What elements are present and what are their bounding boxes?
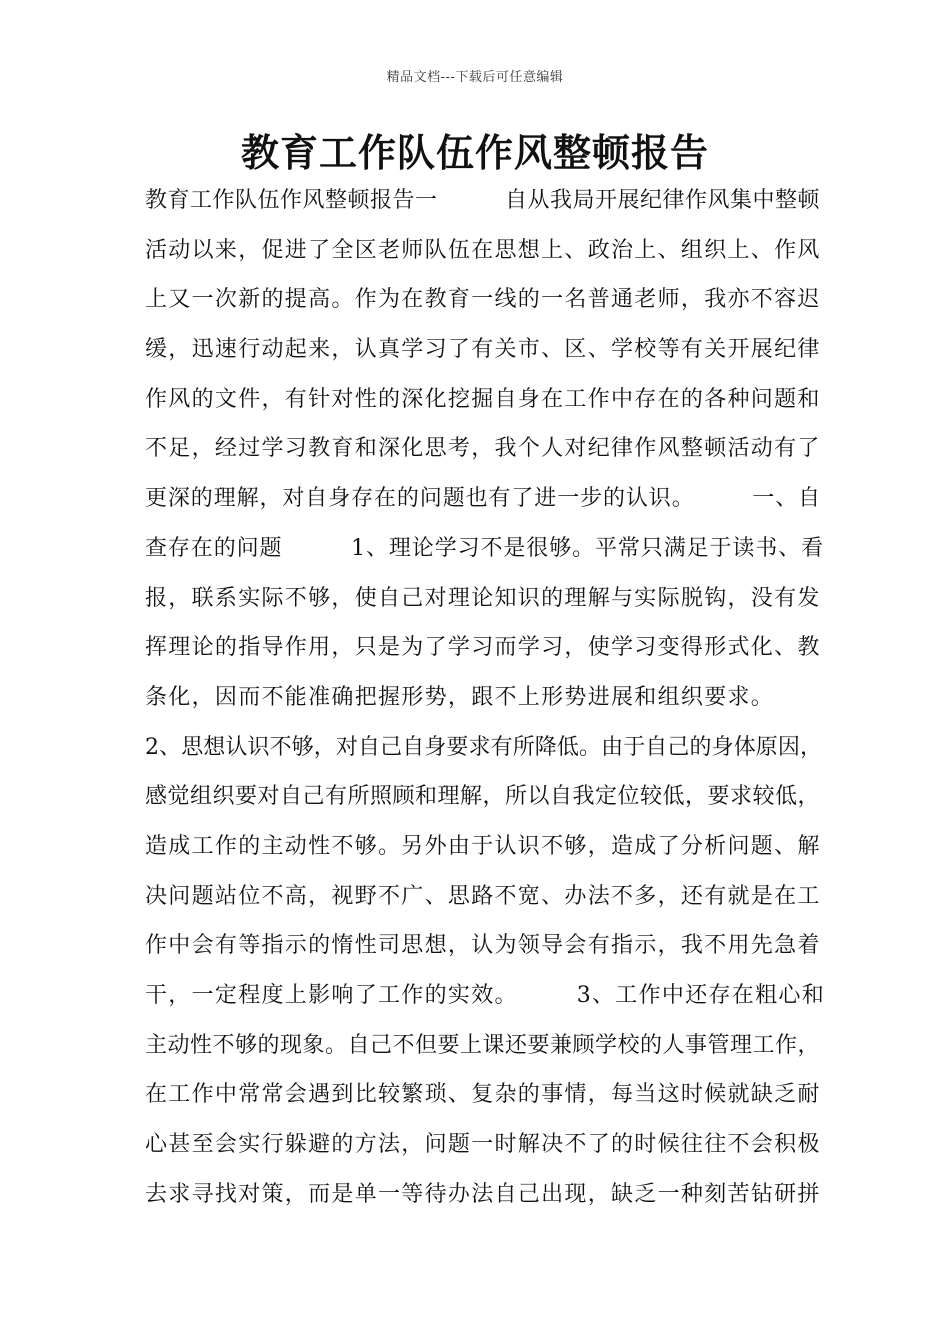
body-line: 更深的理解，对自身存在的问题也有了进一步的认识。 一、自 — [145, 486, 822, 512]
body-line: 造成工作的主动性不够。另外由于认识不够，造成了分析问题、解 — [145, 833, 821, 859]
body-line: 2、思想认识不够，对自己自身要求有所降低。由于自己的身体原因， — [145, 734, 823, 760]
body-line: 感觉组织要对自己有所照顾和理解，所以自我定位较低，要求较低， — [145, 784, 821, 810]
body-line: 缓，迅速行动起来，认真学习了有关市、区、学校等有关开展纪律 — [145, 337, 821, 363]
body-line: 教育工作队伍作风整顿报告一 自从我局开展纪律作风集中整顿 — [145, 188, 821, 213]
body-line: 挥理论的指导作用，只是为了学习而学习，使学习变得形式化、教 — [145, 635, 821, 661]
body-line: 主动性不够的现象。自己不但要上课还要兼顾学校的人事管理工作， — [145, 1032, 821, 1058]
body-line: 查存在的问题 1、理论学习不是很够。平常只满足于读书、看 — [145, 535, 824, 561]
body-line: 作风的文件，有针对性的深化挖掘自身在工作中存在的各种问题和 — [145, 386, 821, 412]
body-line: 上又一次新的提高。作为在教育一线的一名普通老师，我亦不容迟 — [145, 287, 821, 313]
body-line: 心甚至会实行躲避的方法，问题一时解决不了的时候往往不会积极 — [145, 1132, 821, 1158]
body-line: 报，联系实际不够，使自己对理论知识的理解与实际脱钩，没有发 — [145, 585, 821, 611]
body-line: 作中会有等指示的惰性司思想，认为领导会有指示，我不用先急着 — [145, 933, 821, 959]
body-line: 干，一定程度上影响了工作的实效。 3、工作中还存在粗心和 — [145, 983, 825, 1008]
body-line: 不足，经过学习教育和深化思考，我个人对纪律作风整顿活动有了 — [145, 436, 821, 462]
body-line: 在工作中常常会遇到比较繁琐、复杂的事情，每当这时候就缺乏耐 — [145, 1082, 821, 1108]
body-line: 去求寻找对策，而是单一等待办法自己出现，缺乏一种刻苦钻研拼 — [145, 1181, 821, 1207]
body-line: 活动以来，促进了全区老师队伍在思想上、政治上、组织上、作风 — [145, 237, 821, 263]
body-line: 决问题站位不高，视野不广、思路不宽、办法不多，还有就是在工 — [145, 883, 821, 909]
body-line: 条化，因而不能准确把握形势，跟不上形势进展和组织要求。 — [145, 684, 775, 710]
document-title: 教育工作队伍作风整顿报告 — [240, 130, 709, 175]
header-note: 精品文档---下载后可任意编辑 — [386, 70, 564, 85]
document-body — [145, 176, 825, 1219]
